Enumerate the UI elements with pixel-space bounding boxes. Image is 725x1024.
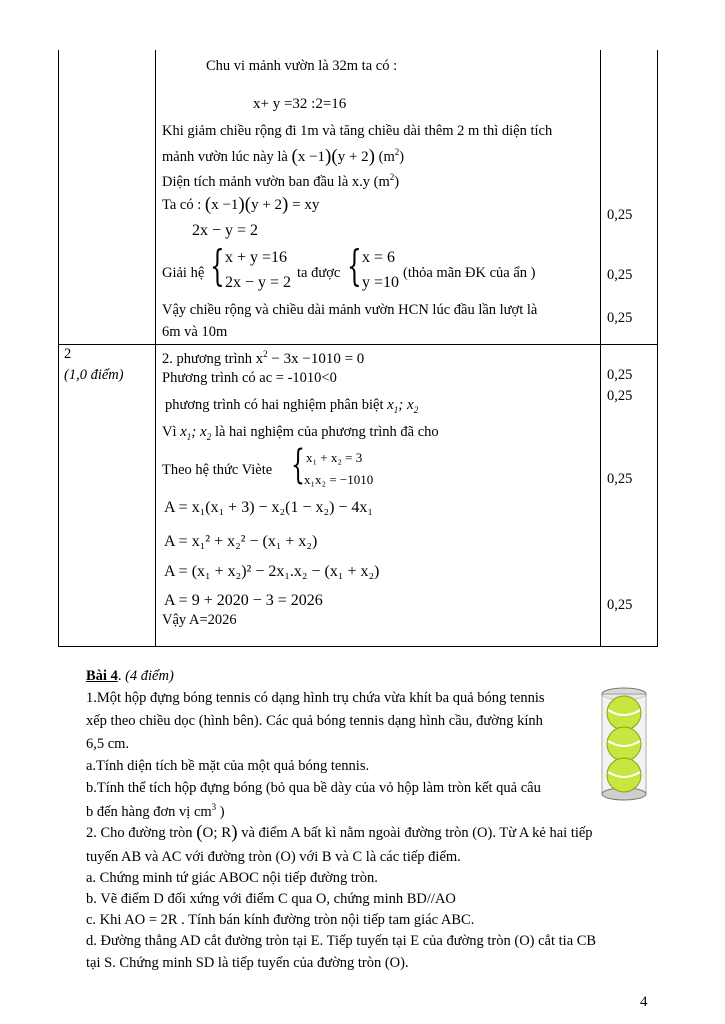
table-border-bottom bbox=[58, 646, 658, 647]
sum-equation: x+ y =32 :2=16 bbox=[253, 96, 347, 112]
conclusion-line1: Vậy chiều rộng và chiều dài mảnh vườn HCN lúc đầu lần lượt là bbox=[162, 302, 538, 318]
bai4-question-b-line2: b đến hàng đơn vị $cm^3$ ) bbox=[86, 802, 225, 820]
a-expression3: A = (x₁ + x₂)² − 2x₁.x₂ − (x₁ + x₂) bbox=[164, 563, 380, 580]
viete-brace: { bbox=[291, 442, 305, 488]
viete-label: Theo hệ thức Viète bbox=[162, 462, 273, 478]
bai4-question-2d-line1: d. Đường thẳng AD cắt đường tròn tại E. Tiếp tuyến tại E của đường tròn (O) cắt tia CB bbox=[86, 933, 597, 949]
score: 0,25 bbox=[607, 597, 633, 613]
bai4-question-2b: b. Vẽ điểm D đối xứng với điểm C qua O, chứng minh BD//AO bbox=[86, 891, 456, 907]
viete-line2: x₁x₂ = −1010 bbox=[304, 472, 374, 487]
result-label: ta được bbox=[297, 265, 341, 281]
score: 0,25 bbox=[607, 267, 633, 283]
quadratic-equation: 2. phương trình $x^2 - 3x -1010 = 0$ bbox=[162, 349, 365, 367]
taco-line: Ta có : (x −1)(y + 2) = xy bbox=[162, 194, 320, 215]
bai4-question-2a: a. Chứng minh tứ giác ABOC nội tiếp đường tròn. bbox=[86, 870, 378, 886]
score: 0,25 bbox=[607, 367, 633, 383]
new-area-line: mảnh vườn lúc này là (x −1)(y + 2) $(m^2)$ bbox=[162, 146, 405, 167]
bai4-question-b-line1: b.Tính thể tích hộp đựng bóng (bỏ qua bề dày của vỏ hộp làm tròn kết quả câu bbox=[86, 780, 541, 796]
a-expression2: A = x₁² + x₂² − (x₁ + x₂) bbox=[164, 533, 318, 550]
condition-note: (thỏa mãn ĐK của ẩn ) bbox=[403, 265, 536, 281]
bai4-p1-line3: 6,5 cm. bbox=[86, 736, 130, 752]
score: 0,25 bbox=[607, 310, 633, 326]
question-number: 2 bbox=[64, 346, 72, 362]
tennis-ball-icon bbox=[607, 696, 641, 730]
conclusion-line2: 6m và 10m bbox=[162, 324, 228, 340]
table-border-right bbox=[657, 50, 658, 647]
solve-label: Giải hệ bbox=[162, 265, 205, 281]
system2-line1: x = 6 bbox=[362, 249, 396, 266]
change-statement: Khi giảm chiều rộng đi 1m và tăng chiều dài thêm 2 m thì diện tích bbox=[162, 123, 553, 139]
system2-line2: y =10 bbox=[362, 274, 400, 291]
perimeter-text: Chu vi mảnh vườn là 32m ta có : bbox=[206, 58, 398, 74]
old-area-line: Diện tích mảnh vườn ban đầu là x.y $(m^2)$ bbox=[162, 172, 400, 190]
bai4-part2-line2: tuyến AB và AC với đường tròn (O) với B và C là các tiếp điểm. bbox=[86, 849, 461, 865]
table-border-mid2 bbox=[600, 50, 601, 647]
answer-line: Vậy A=2026 bbox=[162, 612, 237, 628]
a-expression1: A = x₁(x₁ + 3) − x₂(1 − x₂) − 4x₁ bbox=[164, 499, 373, 516]
eq-2x: 2x − y = 2 bbox=[192, 222, 259, 239]
system2-brace: { bbox=[347, 241, 362, 290]
question-points: (1,0 điểm) bbox=[64, 367, 124, 383]
table-border-mid1 bbox=[155, 50, 156, 647]
tennis-ball-icon bbox=[607, 727, 641, 761]
tennis-ball-can-illustration bbox=[598, 686, 650, 804]
score: 0,25 bbox=[607, 388, 633, 404]
score: 0,25 bbox=[607, 207, 633, 223]
bai4-heading: Bài 4. (4 điểm) bbox=[86, 668, 174, 684]
system1-line1: x + y =16 bbox=[225, 249, 288, 266]
ac-line: Phương trình có ac = -1010<0 bbox=[162, 370, 337, 386]
system1-line2: 2x − y = 2 bbox=[225, 274, 292, 291]
a-expression4: A = 9 + 2020 − 3 = 2026 bbox=[164, 592, 323, 609]
bai4-p1-line1: 1.Một hộp đựng bóng tennis có dạng hình trụ chứa vừa khít ba quả bóng tennis bbox=[86, 690, 545, 706]
score: 0,25 bbox=[607, 471, 633, 487]
bai4-question-a: a.Tính diện tích bề mặt của một quả bóng tennis. bbox=[86, 758, 370, 774]
vi-line: Vì $x_1$; $x_2$ là hai nghiệm của phương trình đã cho bbox=[162, 424, 439, 442]
tennis-ball-icon bbox=[607, 758, 641, 792]
bai4-question-2c: c. Khi AO = 2R . Tính bán kính đường tròn nội tiếp tam giác ABC. bbox=[86, 912, 475, 928]
two-roots-line: phương trình có hai nghiệm phân biệt $x_1$; $x_2$ bbox=[165, 397, 419, 415]
system1-brace: { bbox=[210, 241, 225, 290]
table-row-divider bbox=[58, 344, 658, 345]
bai4-p1-line2: xếp theo chiều dọc (hình bên). Các quả bóng tennis dạng hình cầu, đường kính bbox=[86, 713, 543, 729]
bai4-question-2d-line2: tại S. Chứng minh SD là tiếp tuyến của đường tròn (O). bbox=[86, 955, 409, 971]
page-number: 4 bbox=[640, 994, 648, 1010]
table-border-left bbox=[58, 50, 59, 647]
viete-line1: x₁ + x₂ = 3 bbox=[306, 450, 363, 465]
bai4-part2-line1: 2. Cho đường tròn (O; R) và điểm A bất kì nằm ngoài đường tròn (O). Từ A kẻ hai tiếp bbox=[86, 822, 593, 843]
